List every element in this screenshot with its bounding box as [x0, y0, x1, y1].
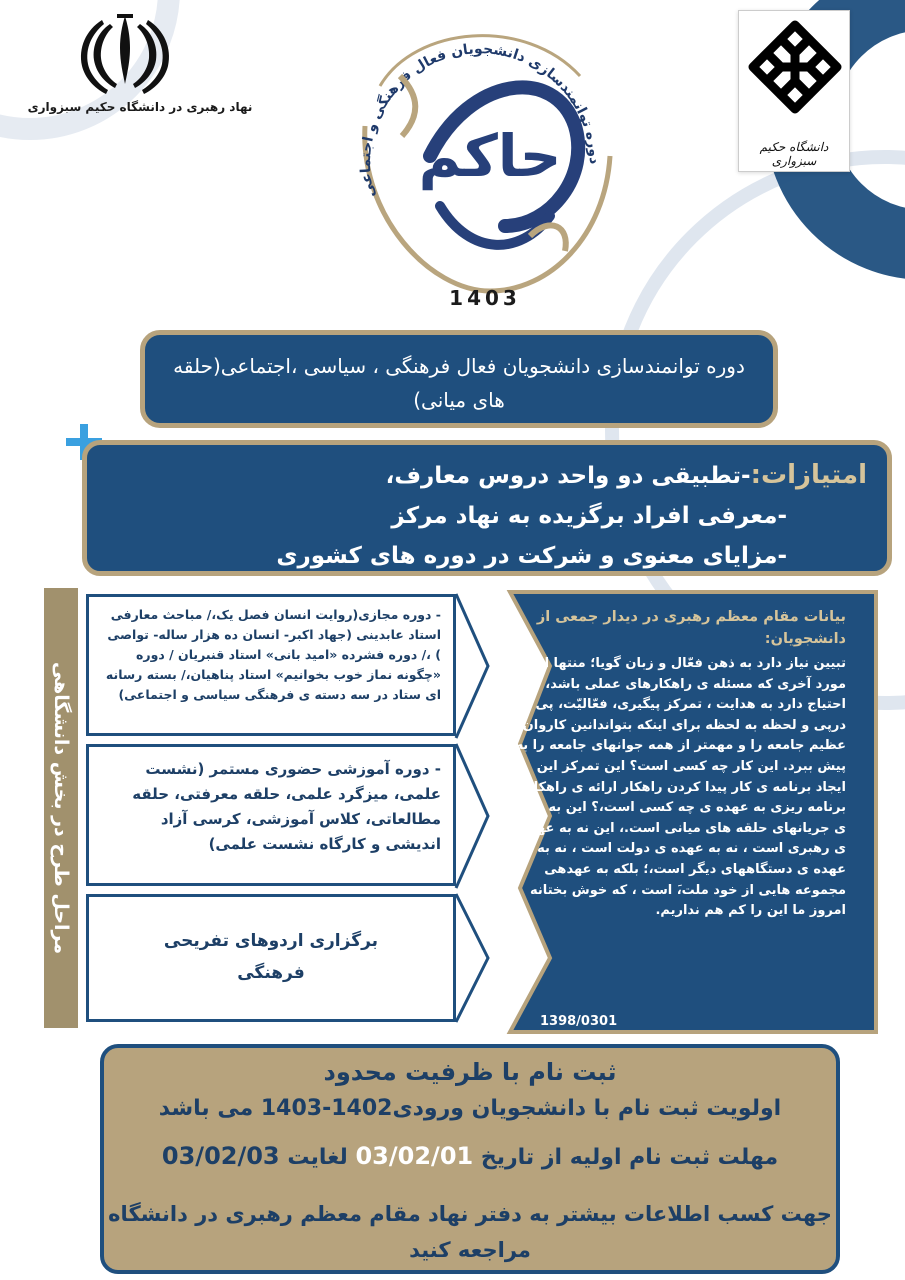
benefits-label: امتیازات:: [750, 460, 867, 490]
benefit-item: -تطبیقی دو واحد دروس معارف،: [385, 463, 751, 489]
registration-info: جهت کسب اطلاعات بیشتر به دفتر نهاد مقام معظم رهبری در دانشگاه مراجعه کنید: [108, 1202, 832, 1262]
university-caption: دانشگاه حکیم سبزواری: [759, 140, 829, 168]
stage-text: - دوره آموزشی حضوری مستمر (نشست علمی، میزگرد علمی، حلقه معرفتی، حلقه مطالعاتی، کلاس آموزشی، کرسی آزاد اندیشی و کارگاه نشست علمی): [132, 760, 441, 853]
deadline-end: 03/02/03: [161, 1142, 280, 1170]
stages-label-wrap: [44, 588, 78, 1028]
stage-text: - دوره مجازی(روایت انسان فصل یک،/ مباحث معارفی استاد عابدینی (جهاد اکبر- انسان ده هزار ساله- تواصی ) ،/ دوره فشرده «امید بانی» استاد قنبریان / دوره «چگونه نماز خوب بخوانیم» استاد پناهیان،/ بسته رسانه ای ستاد در سه دسته ی فرهنگی سیاسی و اجتماعی): [105, 607, 441, 702]
logo-year: 1403: [449, 286, 521, 310]
benefit-item: -معرفی افراد برگزیده به نهاد مرکز: [391, 503, 787, 529]
stages-label: مراحل طرح در بخش دانشگاهی: [50, 661, 72, 955]
iran-emblem-logo: [70, 12, 180, 98]
quote-heading: بیانات مقام معظم رهبری در دیدار جمعی از دانشجویان:: [536, 609, 846, 647]
benefit-line-2: [107, 496, 867, 536]
stage-card-3: [86, 894, 456, 1022]
stage-card-2: [86, 744, 456, 886]
course-title-box: [140, 330, 778, 428]
program-logo: [320, 6, 640, 316]
course-title: دوره توانمندسازی دانشجویان فعال فرهنگی ، سیاسی ،اجتماعی(حلقه های میانی): [173, 354, 745, 412]
registration-priority: اولویت ثبت نام با دانشجویان ورودی1402-1403 می باشد: [158, 1096, 782, 1121]
quote-body: تبیین نیاز دارد به ذهن فعّال و زبان گویا؛ منتها این مورد آخری که مسئله ی راهکارهای عملی باشد، احتیاج دارد به هدایت ، تمرکز پیگیری، فعّالیّت، پی درپی و لحظه به لحظه برای اینکه بتواندانین کاروان عظیم جامعه را و مهمتر از همه جوانهای جامعه را به پیش ببرد. این کار چه کسی است؟ این تمرکز این ایجاد برنامه ی کار پیدا کردن راهکار ارائه ی راهکار برنامه ریزی به عهده ی چه کسی است،؟ این به عهده ی جریانهای حلقه های میانی است.، این نه به عهده ی رهبری است ، نه به عهده ی دولت است ، نه به عهده ی دستگاههای دیگر است،؛ بلکه به عهدهی مجموعه هایی از خود ملت،َ است ، که خوش بختانه امروز ما این را کم هم نداریم.: [511, 656, 846, 919]
quote-date: 1398/0301: [540, 1014, 618, 1029]
logo-arc-text: دوره توانمندسازی دانشجویان فعال فرهنگی و اجتماعی: [358, 41, 603, 200]
benefit-line-1: [107, 455, 867, 496]
benefit-item: -مزایای معنوی و شرکت در دوره های کشوری: [276, 543, 787, 569]
stage-text: برگزاری اردوهای تفریحی فرهنگی: [163, 931, 379, 983]
deadline-start: 03/02/01: [355, 1142, 474, 1170]
benefits-box: [82, 440, 892, 576]
benefit-line-3: [107, 536, 867, 576]
stage-card-1: [86, 594, 456, 736]
emblem-caption: نهاد رهبری در دانشگاه حکیم سبزواری: [27, 100, 253, 114]
deadline-mid: لغایت: [287, 1145, 348, 1170]
registration-deadline: [104, 1142, 836, 1170]
deadline-prefix: مهلت ثبت نام اولیه از تاریخ: [480, 1145, 779, 1170]
registration-box: [100, 1044, 840, 1274]
registration-title: ثبت نام با ظرفیت محدود: [323, 1058, 617, 1086]
logo-name: حاکم: [418, 122, 562, 190]
